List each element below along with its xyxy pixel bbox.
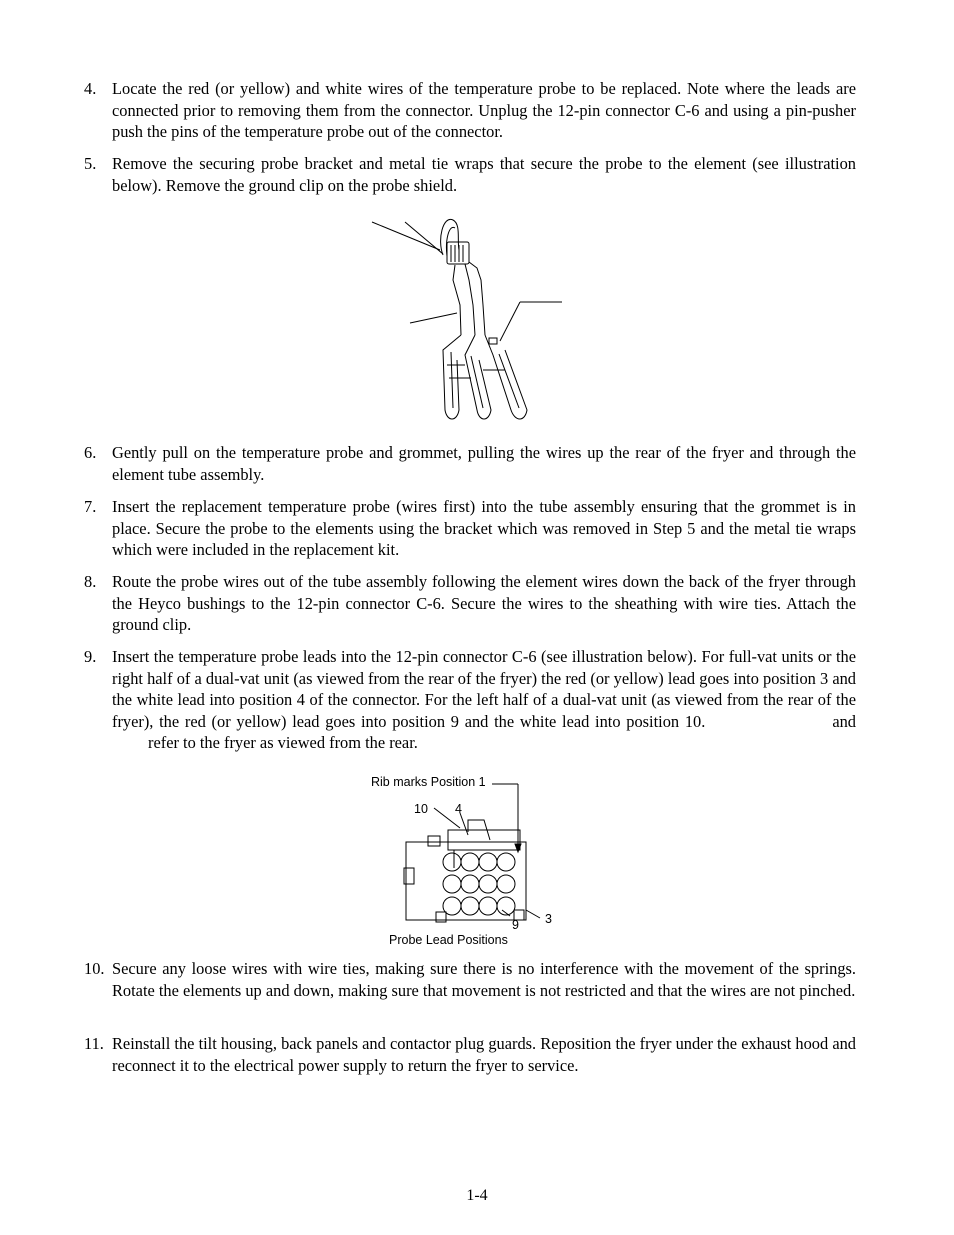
step-5 — [84, 153, 856, 196]
step-text: Remove the securing probe bracket and metal tie wraps that secure the probe to the element (see illustration below). Remove the ground clip on the probe shield. — [112, 154, 856, 195]
step-text: Locate the red (or yellow) and white wires of the temperature probe to be replaced. Note where the leads are connected prior to removing them from the connector. Unplug the 12-pin connector C-6 and using a pin-pusher push the pins of the temperature probe out of the connector. — [112, 79, 856, 141]
step-text: Insert the replacement temperature probe (wires first) into the tube assembly ensuring that the grommet is in place. Secure the probe to the elements using the bracket which was removed in Step 5 and the metal tie wraps which were included in the replacement kit. — [112, 497, 856, 559]
element-probe-illustration — [365, 210, 575, 430]
position-3-label: 3 — [545, 912, 552, 926]
step-number: 7. — [84, 497, 97, 516]
step-7 — [84, 496, 856, 561]
position-9-label: 9 — [512, 918, 519, 932]
leader-line-wires — [372, 222, 440, 250]
step-text: Route the probe wires out of the tube assembly following the element wires down the back of the fryer through the Heyco bushings to the 12-pin connector C-6. Secure the wires to the sheathing with wire ties. Attach the ground clip. — [112, 572, 856, 634]
position-4-label: 4 — [455, 802, 462, 816]
step-text — [112, 646, 856, 754]
step-4 — [84, 78, 856, 143]
probe-lead-positions-caption: Probe Lead Positions — [389, 933, 508, 947]
rib-marks-label: Rib marks Position 1 — [371, 775, 486, 789]
step-number: 9. — [84, 647, 97, 666]
step-8 — [84, 571, 856, 636]
step-9-text-and: and — [832, 711, 856, 731]
step-number: 5. — [84, 154, 97, 173]
step-number: 8. — [84, 572, 97, 591]
leader-line-bracket — [410, 313, 457, 323]
step-number: 6. — [84, 443, 97, 462]
step-text: Gently pull on the temperature probe and grommet, pulling the wires up the rear of the fryer and through the element tube assembly. — [112, 443, 856, 484]
step-text: Secure any loose wires with wire ties, making sure there is no interference with the movement of the springs. Rotate the elements up and down, making sure that movement is not restricted and that the wires are not pinched. — [112, 959, 856, 1000]
step-number: 10. — [84, 959, 105, 978]
page-number: 1-4 — [466, 1187, 488, 1204]
step-9 — [84, 646, 856, 754]
step-number: 11. — [84, 1034, 104, 1053]
step-6 — [84, 442, 856, 485]
step-9-text-b: refer to the fryer as viewed from the rear. — [148, 733, 418, 752]
step-text: Reinstall the tilt housing, back panels and contactor plug guards. Reposition the fryer under the exhaust hood and reconnect it to the electrical power supply to return the fryer to service. — [112, 1034, 856, 1075]
connector-c6-illustration — [398, 780, 558, 926]
step-10 — [84, 958, 856, 1001]
step-11 — [84, 1033, 856, 1076]
step-number: 4. — [84, 79, 97, 98]
position-10-label: 10 — [414, 802, 428, 816]
step-9-text-a: Insert the temperature probe leads into the 12-pin connector C-6 (see illustration below). For full-vat units or the right half of a dual-vat unit (as viewed from the rear of the fryer) the red (or yellow) lead goes into position 3 and the white lead into position 4 of the connector. For the left half of a dual-vat unit (as viewed from the rear of the fryer), the red (or yellow) lead goes into position 9 and the white lead into position 10. — [112, 647, 856, 731]
